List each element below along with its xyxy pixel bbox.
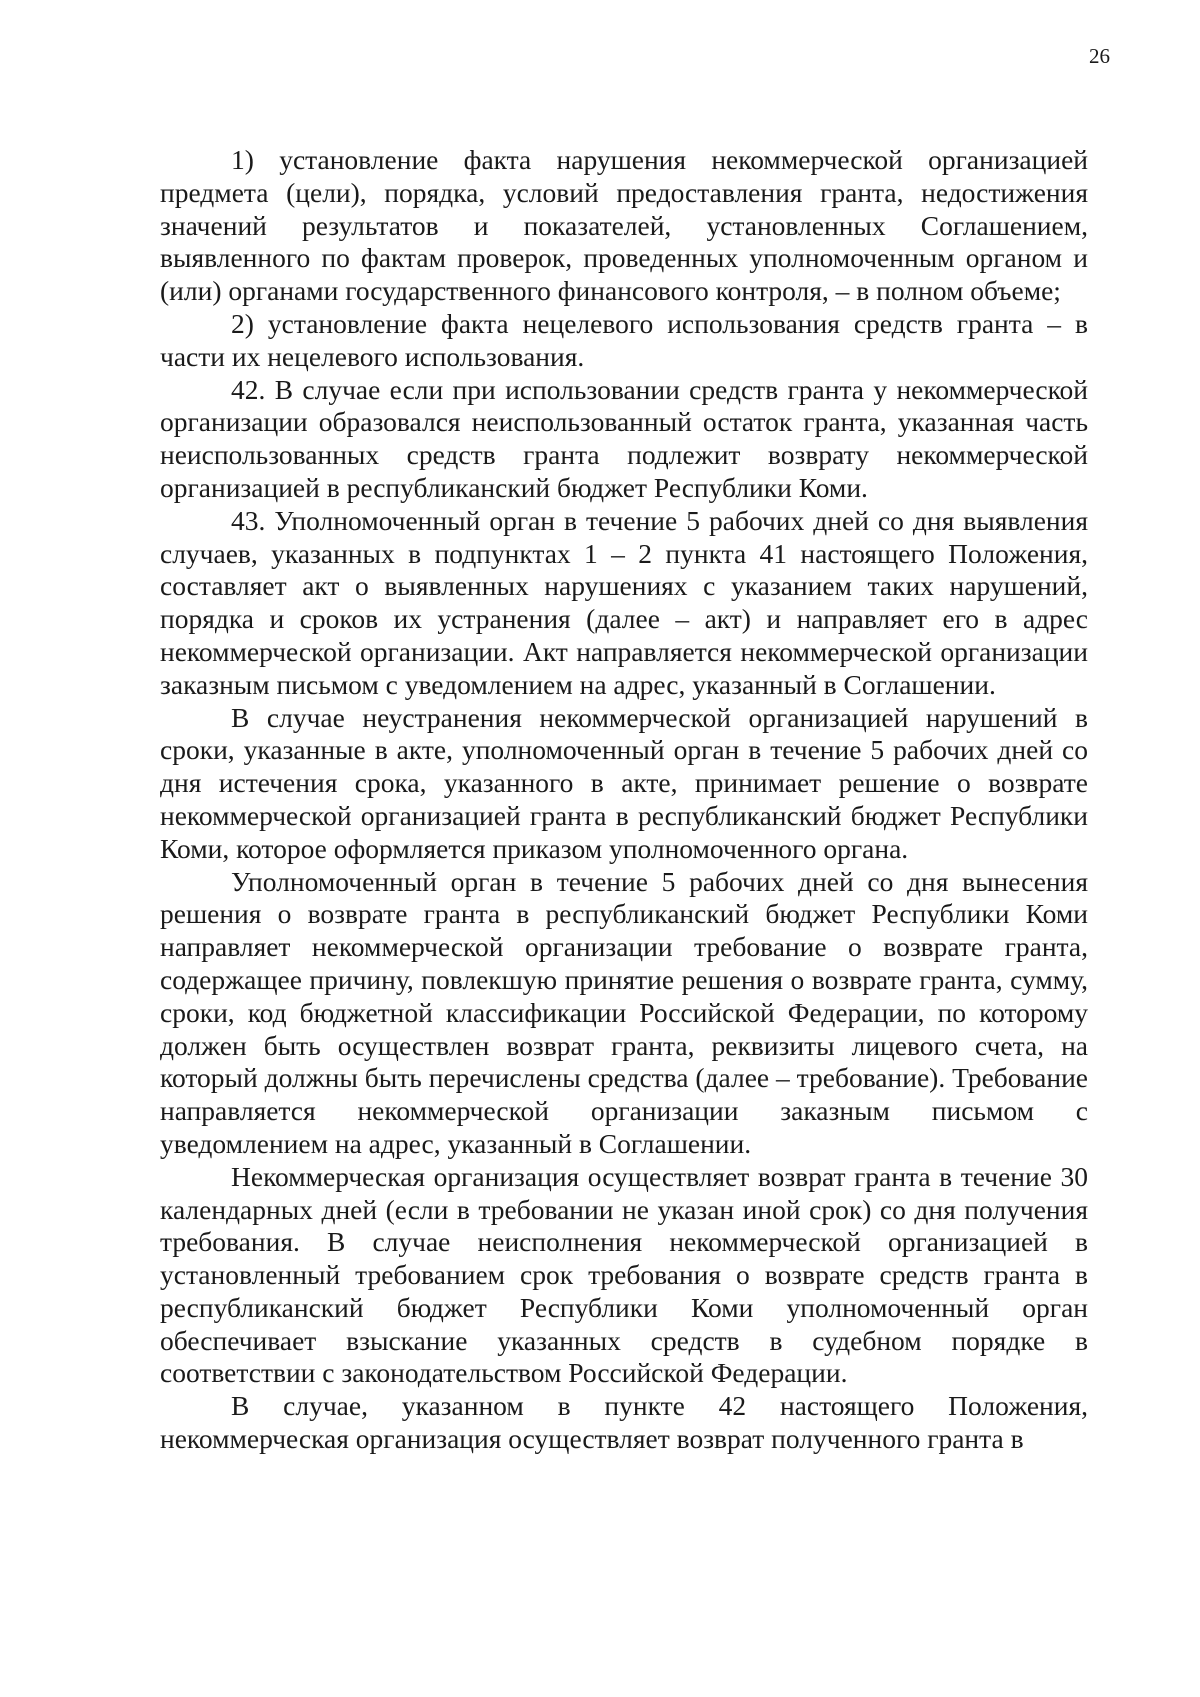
paragraph-clause-42-case: В случае, указанном в пункте 42 настоящего Положения, некоммерческая организация осуществляет возврат полученного гранта в [160, 1390, 1088, 1455]
paragraph-return-demand: Уполномоченный орган в течение 5 рабочих дней со дня вынесения решения о возврате гранта в республиканский бюджет Республики Коми направляет некоммерческой организации требование о возврате гранта, содержащее причину, повлекшую принятие решения о возврате гранта, сумму, сроки, код бюджетной классификации Российской Федерации, по которому должен быть осуществлен возврат гранта, реквизиты лицевого счета, на который должны быть перечислены средства (далее – требование). Требование направляется некоммерческой организации заказным письмом с уведомлением на адрес, указанный в Соглашении. [160, 865, 1088, 1159]
page-number: 26 [1089, 44, 1110, 68]
document-body [160, 144, 1088, 1456]
paragraph-subitem-1: 1) установление факта нарушения некоммерческой организацией предмета (цели), порядка, условий предоставления гранта, недостижения значений результатов и показателей, установленных Соглашением, выявленного по фактам проверок, проведенных уполномоченным органом и (или) органами государственного финансового контроля, – в полном объеме; [160, 144, 1088, 307]
paragraph-non-remedy: В случае неустранения некоммерческой организацией нарушений в сроки, указанные в акте, уполномоченный орган в течение 5 рабочих дней со дня истечения срока, указанного в акте, принимает решение о возврате некоммерческой организацией гранта в республиканский бюджет Республики Коми, которое оформляется приказом уполномоченного органа. [160, 701, 1088, 864]
paragraph-subitem-2: 2) установление факта нецелевого использования средств гранта – в части их нецелевого использования. [160, 307, 1088, 372]
paragraph-clause-42: 42. В случае если при использовании средств гранта у некоммерческой организации образовался неиспользованный остаток гранта, указанная часть неиспользованных средств гранта подлежит возврату некоммерческой организацией в республиканский бюджет Республики Коми. [160, 373, 1088, 503]
paragraph-clause-43: 43. Уполномоченный орган в течение 5 рабочих дней со дня выявления случаев, указанных в подпунктах 1 – 2 пункта 41 настоящего Положения, составляет акт о выявленных нарушениях с указанием таких нарушений, порядка и сроков их устранения (далее – акт) и направляет его в адрес некоммерческой организации. Акт направляется некоммерческой организации заказным письмом с уведомлением на адрес, указанный в Соглашении. [160, 504, 1088, 700]
paragraph-return-deadline: Некоммерческая организация осуществляет возврат гранта в течение 30 календарных дней (если в требовании не указан иной срок) со дня получения требования. В случае неисполнения некоммерческой организацией в установленный требованием срок требования о возврате средств гранта в республиканский бюджет Республики Коми уполномоченный орган обеспечивает взыскание указанных средств в судебном порядке в соответствии с законодательством Российской Федерации. [160, 1160, 1088, 1389]
